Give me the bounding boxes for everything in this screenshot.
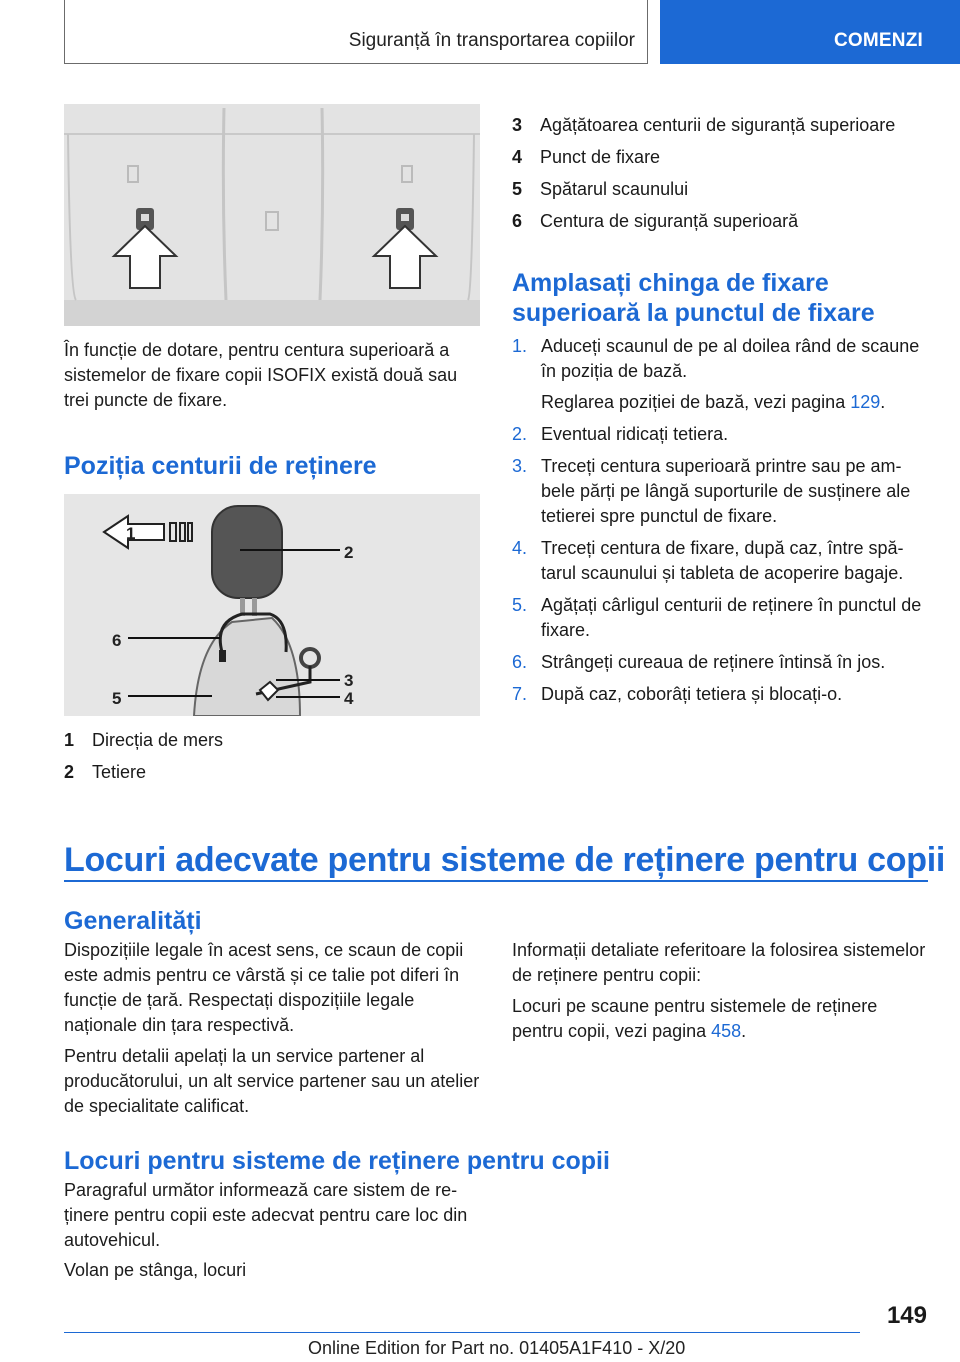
legend-item xyxy=(512,173,928,205)
list-item xyxy=(512,422,928,447)
heading-attach-strap-line2: superioară la punctul de fixare xyxy=(512,299,875,327)
places-paragraph-2: Volan pe stânga, locuri xyxy=(64,1260,247,1280)
legend-number: 1 xyxy=(64,730,75,750)
step-text: După caz, coborâți tetiera și blocați-o. xyxy=(541,684,843,704)
step-subtext xyxy=(541,390,928,415)
list-item xyxy=(512,593,928,643)
legend-number: 3 xyxy=(512,115,523,135)
general-right-paragraph-2-end: . xyxy=(741,1021,747,1041)
legend-number: 5 xyxy=(512,179,523,199)
anchor-points-figure xyxy=(64,104,480,326)
heading-general: Generalități xyxy=(64,907,202,935)
section-divider xyxy=(64,880,928,882)
belt-position-figure xyxy=(64,494,480,716)
step-text: Treceți centura superioară printre sau pe ambele părți pe lângă suporturile de susținere ale tetierei spre punctul de fixare. xyxy=(541,456,911,526)
legend-text: Agățătoarea centurii de siguranță superioare xyxy=(540,115,896,135)
legend-left xyxy=(64,724,480,788)
general-left-paragraph-1: Dispozițiile legale în acest sens, ce scaun de copii este admis pentru ce vârstă și ce talie pot diferi în funcție de țară. Respectați dispozițiile legale naționale din țara respectivă. xyxy=(64,940,464,1035)
figure-label-4: 4 xyxy=(344,689,354,708)
heading-belt-position: Poziția centurii de reținere xyxy=(64,452,377,480)
page-number: 149 xyxy=(886,1302,927,1329)
step-text: Aduceți scaunul de pe al doilea rând de scaune în poziția de bază. xyxy=(541,336,920,381)
step-text: Strângeți cureaua de reținere întinsă în jos. xyxy=(541,652,886,672)
step-text: Treceți centura de fixare, după caz, între spătarul scaunului și tableta de acoperire bagaje. xyxy=(541,538,904,583)
step-number: 7. xyxy=(512,684,528,704)
tab-comenzi[interactable] xyxy=(660,0,960,64)
legend-text: Centura de siguranță superioară xyxy=(540,211,799,231)
legend-text: Tetiere xyxy=(92,762,147,782)
general-right-paragraph-1: Informații detaliate referitoare la folosirea sistemelor de reținere pentru copii: xyxy=(512,940,926,985)
heading-child-seat-places: Locuri pentru sisteme de reținere pentru copii xyxy=(64,1147,610,1175)
figure-label-1: 1 xyxy=(126,524,136,543)
figure-label-6: 6 xyxy=(112,631,122,650)
intro-paragraph: În funcție de dotare, pentru centura superioară a sistemelor de fixare copii ISOFIX există două sau trei puncte de fixare. xyxy=(64,340,458,410)
legend-text: Spătarul scaunului xyxy=(540,179,689,199)
header-frame xyxy=(64,0,648,64)
step-number: 6. xyxy=(512,652,528,672)
legend-number: 4 xyxy=(512,147,523,167)
legend-item xyxy=(64,724,480,756)
step-number: 2. xyxy=(512,424,528,444)
figure-label-3: 3 xyxy=(344,671,354,690)
legend-item xyxy=(512,141,928,173)
list-item xyxy=(512,454,928,529)
page-link-458[interactable]: 458 xyxy=(711,1021,742,1041)
step-number: 3. xyxy=(512,456,528,476)
list-item xyxy=(512,536,928,586)
steps-list xyxy=(512,334,928,714)
heading-attach-strap xyxy=(512,268,928,328)
general-right-paragraph-2 xyxy=(512,994,928,1044)
header-title: Siguranță în transportarea copiilor xyxy=(348,30,635,51)
legend-right xyxy=(512,109,928,237)
legend-number: 2 xyxy=(64,762,75,782)
section-title: Locuri adecvate pentru sisteme de reținere pentru copii xyxy=(64,841,945,879)
step-subtext-label: Reglarea poziției de bază, vezi pagina xyxy=(541,392,851,412)
figure-label-2: 2 xyxy=(344,543,354,562)
step-number: 5. xyxy=(512,595,528,615)
tab-comenzi-label: COMENZI xyxy=(834,30,924,51)
legend-item xyxy=(512,109,928,141)
footer-edition: Online Edition for Part no. 01405A1F410 - X/20 xyxy=(308,1338,686,1358)
places-paragraph-1: Paragraful următor informează care sistem de reținere pentru copii este adecvat pentru care loc din autovehicul. xyxy=(64,1180,468,1250)
heading-attach-strap-line1: Amplasați chinga de fixare xyxy=(512,269,829,297)
legend-item xyxy=(64,756,480,788)
legend-item xyxy=(512,205,928,237)
legend-number: 6 xyxy=(512,211,523,231)
list-item xyxy=(512,334,928,415)
general-right-paragraph-2-text: Locuri pe scaune pentru sistemele de reținere pentru copii, vezi pagina xyxy=(512,996,878,1041)
page-link-129[interactable]: 129 xyxy=(850,392,881,412)
figure-label-5: 5 xyxy=(112,689,122,708)
footer-divider xyxy=(64,1332,860,1333)
legend-text: Punct de fixare xyxy=(540,147,661,167)
legend-text: Direcția de mers xyxy=(92,730,224,750)
step-number: 1. xyxy=(512,336,528,356)
step-text: Agățați cârligul centurii de reținere în punctul de fixare. xyxy=(541,595,922,640)
general-left-paragraph-2: Pentru detalii apelați la un service partener al producătorului, un alt service partener sau un atelier de specialitate calificat. xyxy=(64,1046,480,1116)
step-text: Eventual ridicați tetiera. xyxy=(541,424,729,444)
list-item xyxy=(512,682,928,707)
step-number: 4. xyxy=(512,538,528,558)
step-subtext-end: . xyxy=(880,392,886,412)
list-item xyxy=(512,650,928,675)
